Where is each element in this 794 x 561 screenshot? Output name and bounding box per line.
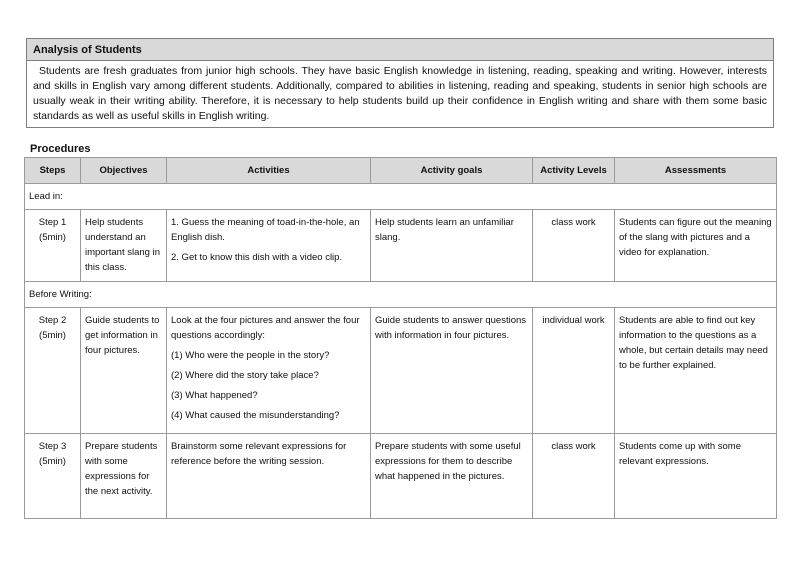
procedures-title: Procedures <box>30 143 91 155</box>
section-lead-in: Lead in: <box>25 184 777 210</box>
objective-cell: Help students understand an important slang in this class. <box>81 210 167 282</box>
analysis-of-students-box <box>26 38 774 128</box>
step-cell <box>25 308 81 434</box>
step-time: (5min) <box>39 330 66 341</box>
assessment-cell: Students can figure out the meaning of the slang with pictures and a video for explanation. <box>615 210 777 282</box>
goal-cell: Guide students to answer questions with information in four pictures. <box>371 308 533 434</box>
table-row <box>25 308 777 434</box>
activity-item: 1. Guess the meaning of toad-in-the-hole, an English dish. <box>171 217 360 243</box>
goal-cell: Help students learn an unfamiliar slang. <box>371 210 533 282</box>
step-label: Step 1 <box>38 217 67 228</box>
header-objectives: Objectives <box>81 158 167 184</box>
analysis-body: Students are fresh graduates from junior high schools. They have basic English knowledge in listening, reading, speaking and writing. However, interests and skills in English vary among different students. Additionally, compared to abilities in listening, reading and speaking, students in senior high schools are usually weak in their writing ability. Therefore, it is necessary to help students build up their confidence in English writing and share with them some basic standards as well as useful skills in English writing. <box>33 65 767 122</box>
level-cell: class work <box>533 210 615 282</box>
section-before-writing: Before Writing: <box>25 282 777 308</box>
step-cell <box>25 210 81 282</box>
assessment-cell: Students come up with some relevant expressions. <box>615 434 777 519</box>
activity-item: (4) What caused the misunderstanding? <box>171 410 340 421</box>
header-activities: Activities <box>167 158 371 184</box>
table-header-row <box>25 158 777 184</box>
activity-item: 2. Get to know this dish with a video clip. <box>171 252 343 263</box>
activity-item: (1) Who were the people in the story? <box>171 350 330 361</box>
step-time: (5min) <box>39 232 66 243</box>
section-row <box>25 184 777 210</box>
step-cell <box>25 434 81 519</box>
activity-item: Brainstorm some relevant expressions for reference before the writing session. <box>171 441 347 467</box>
assessment-cell: Students are able to find out key information to the questions as a whole, but certain details may need to be further explained. <box>615 308 777 434</box>
step-label: Step 2 <box>38 315 67 326</box>
activity-item: (3) What happened? <box>171 390 258 401</box>
activity-item: Look at the four pictures and answer the four questions accordingly: <box>171 315 360 341</box>
activity-item: (2) Where did the story take place? <box>171 370 319 381</box>
activities-cell <box>167 308 371 434</box>
header-assessments: Assessments <box>615 158 777 184</box>
analysis-title: Analysis of Students <box>27 39 773 61</box>
table-row <box>25 434 777 519</box>
header-activity-goals: Activity goals <box>371 158 533 184</box>
header-activity-levels: Activity Levels <box>533 158 615 184</box>
activities-cell <box>167 210 371 282</box>
section-row <box>25 282 777 308</box>
step-label: Step 3 <box>38 441 67 452</box>
procedures-table <box>24 157 777 519</box>
level-cell: class work <box>533 434 615 519</box>
objective-cell: Guide students to get information in four pictures. <box>81 308 167 434</box>
objective-cell: Prepare students with some expressions for the next activity. <box>81 434 167 519</box>
table-row <box>25 210 777 282</box>
header-steps: Steps <box>25 158 81 184</box>
level-cell: individual work <box>533 308 615 434</box>
step-time: (5min) <box>39 456 66 467</box>
goal-cell: Prepare students with some useful expressions for them to describe what happened in the pictures. <box>371 434 533 519</box>
activities-cell <box>167 434 371 519</box>
